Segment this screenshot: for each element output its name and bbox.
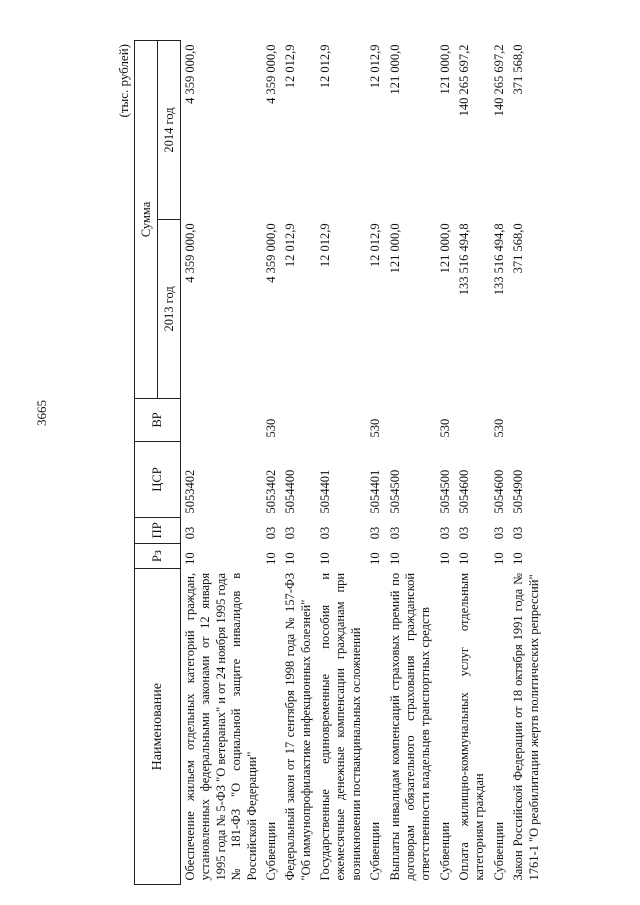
table-row <box>490 41 509 885</box>
pr-cell: 03 <box>387 526 402 540</box>
amount-2013-cell: 121 000,0 <box>387 223 402 274</box>
name-cell: Выплаты инвалидам компенсаций страховых премий по договорам обязательного страхования гражданской ответственности владельцев транспортных средств <box>387 572 433 881</box>
amount-2014-cell: 371 568,0 <box>511 44 526 95</box>
rz-cell: 10 <box>368 552 383 565</box>
vr-cell: 530 <box>437 418 452 438</box>
amount-2013-cell: 133 516 494,8 <box>457 223 471 296</box>
name-cell: Субвенции <box>437 821 452 881</box>
rz-cell: 10 <box>283 552 298 565</box>
vr-cell <box>386 398 436 441</box>
csr-cell: 5053402 <box>263 469 278 514</box>
amount-2013-cell: 12 012,9 <box>368 223 383 268</box>
amount-2014-cell: 4 359 000,0 <box>183 44 197 104</box>
pr-cell: 03 <box>511 526 526 540</box>
amount-2014-cell: 12 012,9 <box>283 44 298 89</box>
amount-2014-cell: 140 265 697,2 <box>457 44 471 117</box>
pr-cell: 03 <box>437 526 452 540</box>
amount-2013-cell: 12 012,9 <box>283 223 298 268</box>
rz-cell: 10 <box>457 552 471 565</box>
rotated-page-content <box>116 40 560 885</box>
budget-table <box>134 40 544 885</box>
vr-cell <box>509 398 544 441</box>
table-row <box>281 41 316 885</box>
table-row <box>316 41 366 885</box>
amount-2013-cell: 133 516 494,8 <box>491 223 506 296</box>
amount-2014-cell: 140 265 697,2 <box>491 44 506 117</box>
amount-2014-cell: 12 012,9 <box>368 44 383 89</box>
name-cell: Федеральный закон от 17 сентября 1998 года № 157-ФЗ "Об иммунопрофилактике инфекционных болезней" <box>283 572 313 881</box>
vr-cell <box>455 398 490 441</box>
units-label: (тыс. рублей) <box>116 44 131 118</box>
header-2014: 2014 год <box>158 41 181 220</box>
amount-2013-cell: 4 359 000,0 <box>183 223 197 283</box>
csr-cell: 5054900 <box>511 469 526 514</box>
vr-cell: 530 <box>491 418 506 438</box>
vr-cell <box>316 398 366 441</box>
pr-cell: 03 <box>283 526 298 540</box>
rz-cell: 10 <box>511 552 526 565</box>
csr-cell: 5053402 <box>183 469 197 514</box>
pr-cell: 03 <box>263 526 278 540</box>
table-row <box>436 41 455 885</box>
vr-cell <box>281 398 316 441</box>
csr-cell: 5054400 <box>283 469 298 514</box>
vr-cell <box>181 398 262 441</box>
header-rz: Рз <box>135 543 181 569</box>
csr-cell: 5054401 <box>368 469 383 514</box>
rz-cell: 10 <box>263 552 278 565</box>
pr-cell: 03 <box>368 526 383 540</box>
name-cell: Оплата жилищно-коммунальных услуг отдельным категориям граждан <box>457 572 487 881</box>
name-cell: Субвенции <box>491 821 506 881</box>
header-pr: ПР <box>135 517 181 543</box>
table-row <box>386 41 436 885</box>
name-cell: Государственные единовременные пособия и ежемесячные денежные компенсации гражданам при возникновении поствакцинальных осложнений <box>318 572 363 881</box>
table-row <box>181 41 262 885</box>
table-row <box>455 41 490 885</box>
header-vr: ВР <box>135 398 181 441</box>
rz-cell: 10 <box>437 552 452 565</box>
pr-cell: 03 <box>491 526 506 540</box>
pr-cell: 03 <box>183 526 197 540</box>
header-sum: Сумма <box>135 41 158 399</box>
csr-cell: 5054600 <box>457 469 471 514</box>
vr-cell: 530 <box>368 418 383 438</box>
amount-2014-cell: 121 000,0 <box>387 44 402 95</box>
amount-2014-cell: 4 359 000,0 <box>263 44 278 104</box>
csr-cell: 5054500 <box>437 469 452 514</box>
csr-cell: 5054500 <box>387 469 402 514</box>
header-2013: 2013 год <box>158 219 181 398</box>
amount-2013-cell: 371 568,0 <box>511 223 526 274</box>
amount-2014-cell: 121 000,0 <box>437 44 452 95</box>
table-row <box>509 41 544 885</box>
name-cell: Субвенции <box>263 821 278 881</box>
vr-cell: 530 <box>263 418 278 438</box>
pr-cell: 03 <box>457 526 471 540</box>
amount-2013-cell: 121 000,0 <box>437 223 452 274</box>
table-header <box>135 41 181 885</box>
header-csr: ЦСР <box>135 442 181 518</box>
amount-2013-cell: 12 012,9 <box>318 223 332 268</box>
rz-cell: 10 <box>491 552 506 565</box>
name-cell: Обеспечение жильем отдельных категорий граждан, установленных федеральными законами от 12 января 1995 года № 5-ФЗ "О ветеранах" и от 24 ноября 1995 года № 181-ФЗ "О социальной защите инвалидов в Российской Федерации" <box>183 572 259 881</box>
header-name: Наименование <box>135 569 181 885</box>
page-number: 3665 <box>34 400 49 426</box>
rz-cell: 10 <box>318 552 332 565</box>
table-row <box>262 41 281 885</box>
amount-2014-cell: 12 012,9 <box>318 44 332 89</box>
name-cell: Закон Российской Федерации от 18 октября 1991 года № 1761-1 "О реабилитации жертв политических репрессий" <box>511 572 541 881</box>
table-body <box>181 41 544 885</box>
csr-cell: 5054401 <box>318 469 332 514</box>
table-row <box>366 41 385 885</box>
rz-cell: 10 <box>387 552 402 565</box>
csr-cell: 5054600 <box>491 469 506 514</box>
amount-2013-cell: 4 359 000,0 <box>263 223 278 283</box>
rz-cell: 10 <box>183 552 197 565</box>
name-cell: Субвенции <box>368 821 383 881</box>
pr-cell: 03 <box>318 526 332 540</box>
